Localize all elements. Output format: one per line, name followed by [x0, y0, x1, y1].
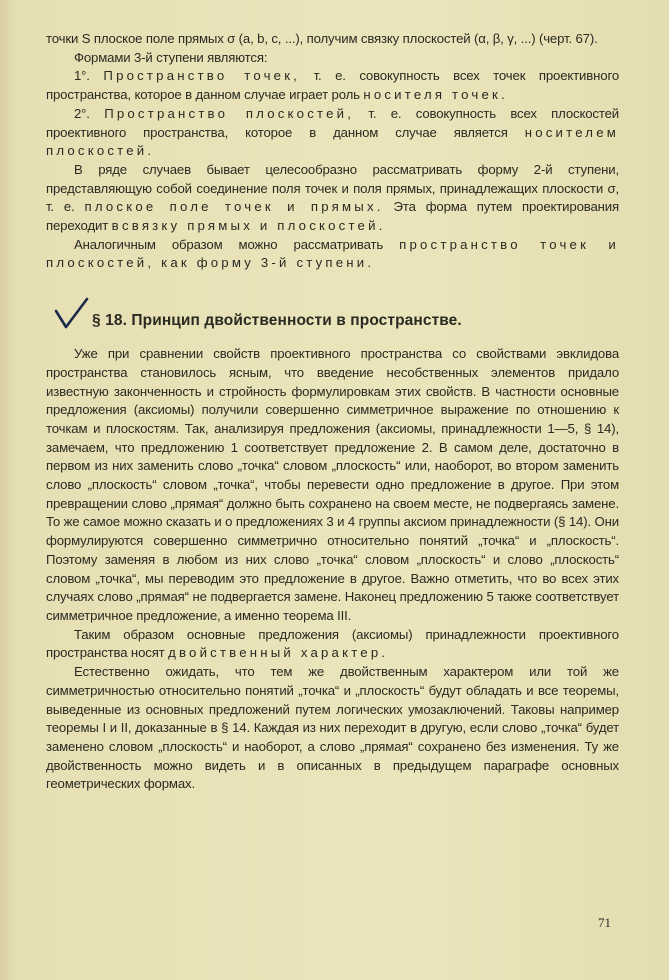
item-1-term: Пространство точек,: [103, 68, 301, 84]
dual-text: Таким образом основные предложения (аксиомы) принадлежности проективного пространства носят: [46, 626, 619, 661]
section-heading: [46, 297, 619, 331]
checkmark-icon: [54, 297, 90, 331]
section-title: § 18. Принцип двойственности в пространстве.: [92, 312, 462, 330]
item-1-number: 1°.: [74, 68, 90, 84]
analog-term: пространство точек и плоскостей, как форму 3-й ступени.: [46, 236, 619, 271]
page-number: 71: [598, 915, 611, 930]
document-page: [46, 30, 619, 794]
item-2-number: 2°.: [74, 105, 90, 121]
dual-paragraph: [46, 626, 619, 663]
item-2-paragraph: [46, 105, 619, 161]
analog-paragraph: [46, 236, 619, 273]
series-paragraph: [46, 161, 619, 236]
body-paragraph-last: Естественно ожидать, что тем же двойственным характером или той же симметричностью относительно понятий „точка“ и „плоскость“ будут обладать и все теоремы, выведенные из основных предложений путем логических умозаключений. Таковы например теоремы I и II, доказанные в § 14. Каждая из них переходит в другую, если слово „точка“ будет заменено словом „плоскость“ и наоборот, а слово „прямая“ сохранено без изменения. Ту же двойственность можно видеть и в описанных в предыдущем параграфе основных геометрических формах.: [46, 664, 619, 792]
item-2-term2: носителем плоскостей.: [46, 124, 619, 159]
item-1-paragraph: [46, 67, 619, 104]
analog-text: Аналогичным образом можно рассматривать: [74, 236, 400, 252]
body-paragraph-1: Уже при сравнении свойств проективного пространства со свойствами эвклидова пространства становилось ясным, что введение несобственных элементов придало известную законченность и стройность формулировкам этих свойств. В частности основные предложения (аксиомы) получили совершенно симметричное выражение по отношению к точкам и плоскостям. Так, анализируя предложения (аксиомы, принадлежности 1—5, § 14), замечаем, что предложению 1 соответствует предложение 2. В самом деле, достаточно в первом из них заменить слово „точка“ словом „плоскость“ или, наоборот, во втором заменить слово „плоскость“ словом „точка“, чтобы перевести одно предложение в другое. При этом превращении слово „прямая“ должно быть сохранено на своем месте, не подвергаясь замене. То же самое можно сказать и о предложениях 3 и 4 группы аксиом принадлежности (§ 14). Они формулируются совершенно симметрично относительно понятий „точка“ и „плоскость“. Поэтому заменяя в любом из них слово „точка“ словом „плоскость“ и слово „плоскость“ словом „точка“, мы переводим это предложение в другое. Важно отметить, что во всех этих случаях слово „прямая“ не подвергается замене. Наконец предложению 5 также соответствует симметричное предложение, а именно теорема III.: [46, 346, 619, 623]
item-2-term: Пространство плоскостей,: [104, 105, 355, 121]
intro-paragraph: точки S плоское поле прямых σ (a, b, c, ...), получим связку плоскостей (α, β, γ, ...) (черт. 67).: [46, 31, 598, 46]
series-term-2: связку прямых и плоскостей.: [121, 218, 386, 234]
item-1-text: т. е. совокупность всех точек проективного пространства, которое в данном случае играет роль: [46, 68, 620, 103]
series-text-2: Эта форма путем проектирования переходит в: [46, 199, 619, 234]
item-1-term2: носителя точек.: [363, 87, 508, 103]
series-text: В ряде случаев бывает целесообразно рассматривать форму 2-й ступени, представляющую собой соединение поля точек и поля прямых, принадлежащих плоскости σ, т. е.: [46, 161, 619, 215]
series-term: плоское поле точек и прямых.: [84, 199, 384, 215]
item-2-text: т. е. совокупность всех плоскостей проективного пространства, которое в данном случае является: [46, 105, 620, 140]
dual-term: двойственный характер.: [168, 645, 389, 661]
forms-3-title: Формами 3-й ступени являются:: [74, 49, 268, 65]
